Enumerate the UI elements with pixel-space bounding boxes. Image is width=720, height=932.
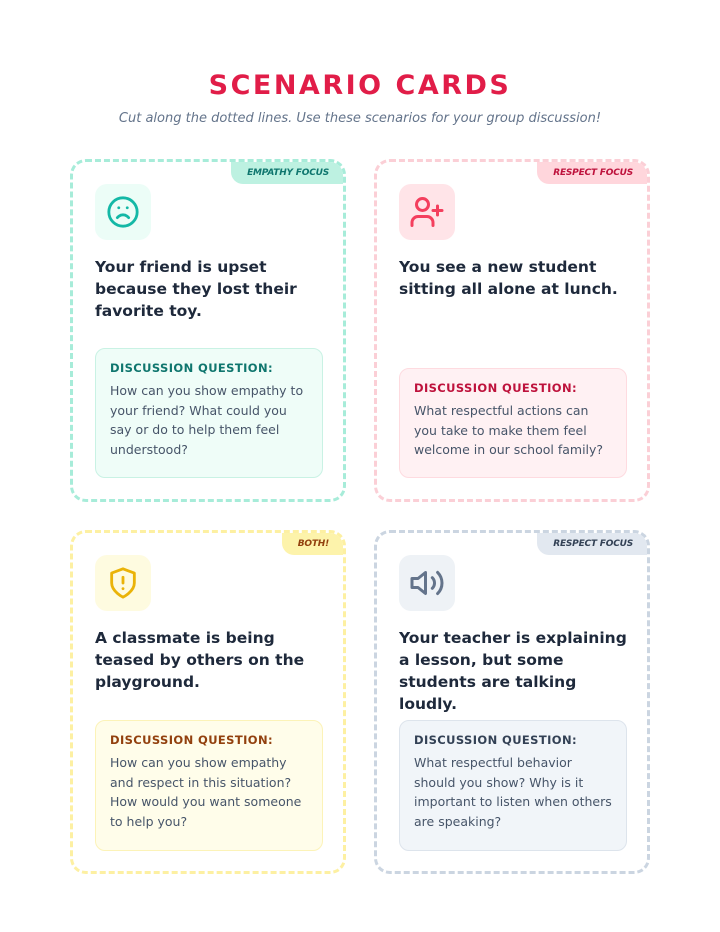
discussion-box bbox=[95, 348, 323, 478]
discussion-box bbox=[399, 368, 627, 478]
focus-badge: RESPECT FOCUS bbox=[537, 533, 647, 555]
scenario-text: You see a new student sitting all alone at lunch. bbox=[399, 258, 618, 298]
discussion-question: What respectful actions can you take to make them feel welcome in our school family? bbox=[414, 403, 604, 457]
focus-badge: BOTH! bbox=[282, 533, 343, 555]
discussion-label: DISCUSSION QUESTION: bbox=[110, 733, 273, 747]
discussion-label: DISCUSSION QUESTION: bbox=[110, 361, 273, 375]
discussion-label: DISCUSSION QUESTION: bbox=[414, 733, 577, 747]
scenario-text: Your friend is upset because they lost their favorite toy. bbox=[95, 258, 297, 320]
icon-container bbox=[95, 555, 151, 611]
shield-alert-icon bbox=[106, 566, 140, 600]
user-plus-icon bbox=[409, 194, 445, 230]
page-title: SCENARIO CARDS bbox=[208, 70, 512, 101]
scenario-card-respect-lunch bbox=[374, 159, 650, 502]
discussion-box bbox=[95, 720, 323, 851]
volume-icon bbox=[409, 565, 445, 601]
icon-container bbox=[399, 555, 455, 611]
scenario-card-empathy bbox=[70, 159, 346, 502]
sad-face-icon bbox=[106, 195, 140, 229]
focus-badge: EMPATHY FOCUS bbox=[231, 162, 343, 184]
discussion-label: DISCUSSION QUESTION: bbox=[414, 381, 577, 395]
focus-badge: RESPECT FOCUS bbox=[537, 162, 647, 184]
scenario-text: A classmate is being teased by others on the playground. bbox=[95, 629, 305, 691]
icon-container bbox=[95, 184, 151, 240]
discussion-box bbox=[399, 720, 627, 851]
discussion-question: What respectful behavior should you show? Why is it important to listen when others are speaking? bbox=[414, 755, 612, 829]
page-subtitle: Cut along the dotted lines. Use these scenarios for your group discussion! bbox=[118, 111, 602, 126]
scenario-card-respect-lesson bbox=[374, 530, 650, 874]
scenario-text: Your teacher is explaining a lesson, but some students are talking loudly. bbox=[399, 629, 627, 713]
icon-container bbox=[399, 184, 455, 240]
discussion-question: How can you show empathy to your friend? What could you say or do to help them feel understood? bbox=[110, 383, 304, 457]
scenario-card-both bbox=[70, 530, 346, 874]
discussion-question: How can you show empathy and respect in this situation? How would you want someone to help you? bbox=[110, 755, 302, 829]
